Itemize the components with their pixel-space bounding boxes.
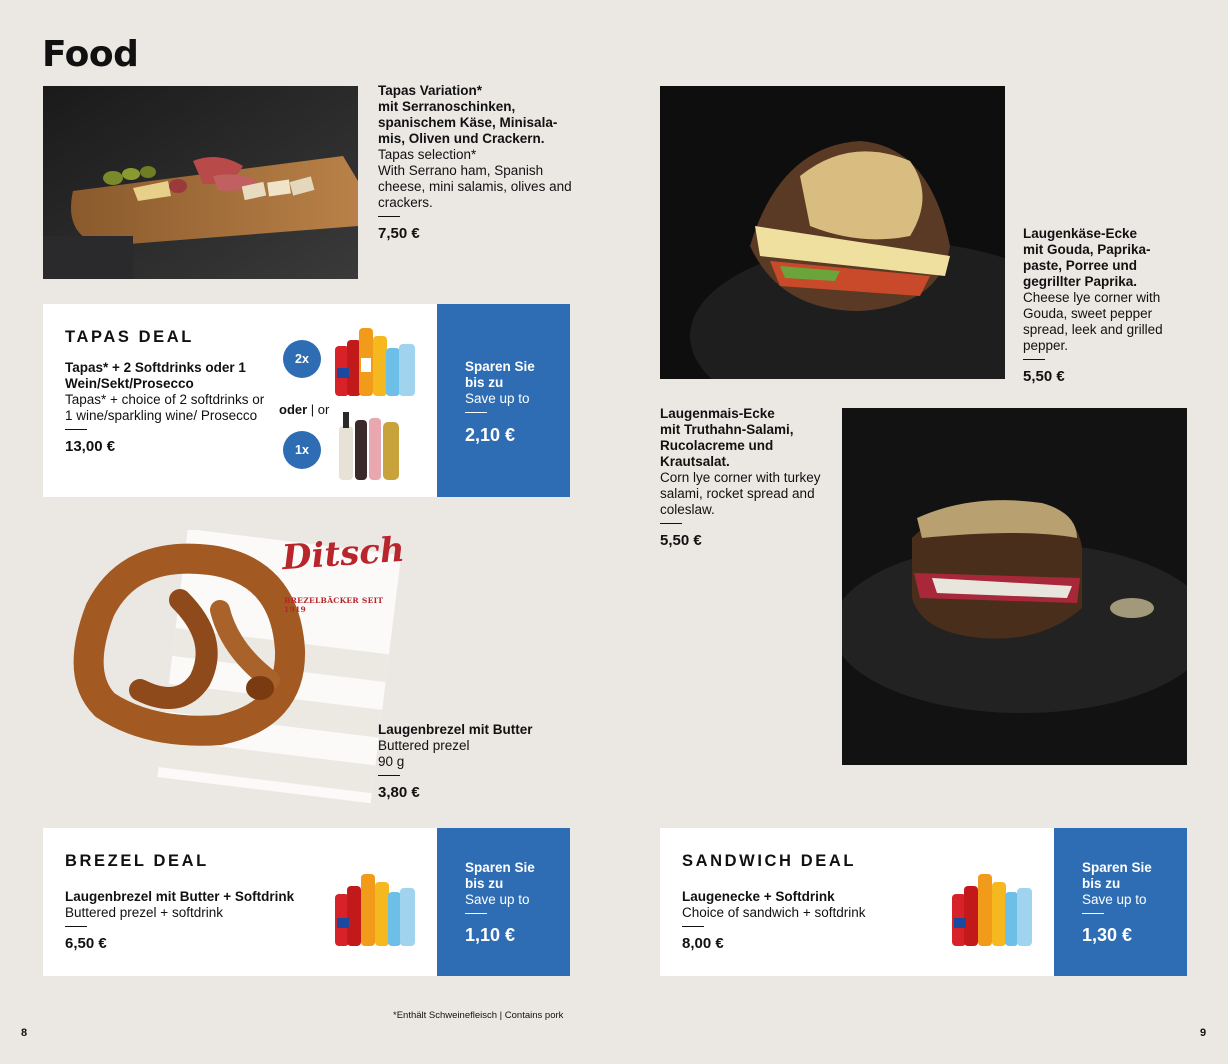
sandwich-deal-title: SANDWICH DEAL [682, 852, 857, 870]
ditsch-logo: Ditsch [280, 529, 406, 579]
badge-2x: 2x [283, 340, 321, 378]
sandwich-deal-card [660, 828, 1187, 976]
save-de-line2: bis zu [465, 876, 504, 891]
brezel-name-de: Laugenbrezel mit Butter [378, 722, 533, 737]
kaese-ecke-price: 5,50 € [1023, 368, 1065, 385]
kaese-ecke-name-de: Laugenkäse-Ecke [1023, 226, 1138, 241]
brezel-description [378, 722, 568, 801]
tapas-name-en: Tapas selection* [378, 147, 477, 162]
brezel-deal-text [65, 889, 335, 952]
page-number-left: 8 [21, 1027, 28, 1039]
divider [65, 926, 87, 927]
sandwich-deal-price: 8,00 € [682, 935, 724, 952]
mais-ecke-desc-en: Corn lye corner with turkey salami, rocket spread and coleslaw. [660, 470, 821, 517]
mais-ecke-price: 5,50 € [660, 532, 702, 549]
tapas-deal-card [43, 304, 570, 497]
tapas-deal-text [65, 360, 270, 455]
savings-text [465, 860, 535, 923]
divider [378, 775, 400, 776]
page-title: Food [42, 34, 139, 75]
tapas-name-de: Tapas Variation* [378, 83, 483, 98]
save-de-line2: bis zu [465, 375, 504, 390]
brezel-deal-savings [437, 828, 570, 976]
divider [1082, 913, 1104, 914]
sandwich-deal-save-amount: 1,30 € [1082, 925, 1133, 945]
divider [660, 523, 682, 524]
divider [65, 429, 87, 430]
divider [682, 926, 704, 927]
divider [1023, 359, 1045, 360]
tapas-deal-price: 13,00 € [65, 438, 116, 455]
sandwich-deal-savings [1054, 828, 1187, 976]
sandwich-deal-text [682, 889, 922, 952]
ditsch-pretzel-image [70, 529, 406, 810]
mais-ecke-photo [842, 408, 1187, 765]
tapas-deal-save-amount: 2,10 € [465, 425, 516, 445]
save-en-line: Save up to [1082, 892, 1147, 907]
brezel-deal-title: BREZEL DEAL [65, 852, 209, 870]
save-en-line: Save up to [465, 892, 530, 907]
ditsch-tagline: BREZELBÄCKER SEIT 1919 [284, 596, 384, 614]
brezel-deal-line-de: Laugenbrezel mit Butter + Softdrink [65, 889, 295, 904]
kaese-ecke-description [1023, 226, 1188, 385]
brezel-deal-line-en: Buttered prezel + softdrink [65, 905, 223, 920]
softdrinks-bottles-image [333, 866, 419, 948]
tapas-description [378, 83, 573, 242]
page-number-right: 9 [1200, 1027, 1207, 1039]
oder-de: oder [279, 402, 308, 417]
softdrinks-bottles-image [950, 866, 1036, 948]
oder-label [279, 402, 329, 417]
mais-ecke-name-de: Laugenmais-Ecke [660, 406, 775, 421]
save-de-line1: Sparen Sie [465, 860, 535, 875]
softdrinks-bottles-image [331, 318, 423, 400]
savings-text [1082, 860, 1152, 923]
kaese-ecke-photo [660, 86, 1005, 379]
tapas-desc-en: With Serrano ham, Spanish cheese, mini salamis, olives and crackers. [378, 163, 572, 210]
tapas-desc-de: mit Serranoschinken, spanischem Käse, Minisala-mis, Oliven und Crackern. [378, 99, 558, 146]
divider [465, 913, 487, 914]
sandwich-deal-line-en: Choice of sandwich + softdrink [682, 905, 866, 920]
tapas-deal-savings [437, 304, 570, 497]
footnote: *Enthält Schweinefleisch | Contains pork [393, 1010, 564, 1021]
divider [465, 412, 487, 413]
tapas-price: 7,50 € [378, 225, 420, 242]
or-en: or [317, 402, 330, 417]
save-de-line1: Sparen Sie [465, 359, 535, 374]
save-de-line1: Sparen Sie [1082, 860, 1152, 875]
badge-1x: 1x [283, 431, 321, 469]
wine-bottles-image [335, 408, 405, 482]
save-en-line: Save up to [465, 391, 530, 406]
savings-text [465, 359, 535, 422]
brezel-deal-save-amount: 1,10 € [465, 925, 516, 945]
brezel-weight: 90 g [378, 754, 405, 769]
kaese-ecke-desc-de: mit Gouda, Paprika-paste, Porree und gegrillter Paprika. [1023, 242, 1151, 289]
brezel-deal-price: 6,50 € [65, 935, 107, 952]
brezel-price: 3,80 € [378, 784, 420, 801]
tapas-photo [43, 86, 358, 279]
save-de-line2: bis zu [1082, 876, 1121, 891]
oder-separator: | [307, 402, 318, 417]
tapas-deal-line-de: Tapas* + 2 Softdrinks oder 1 Wein/Sekt/Prosecco [65, 360, 246, 391]
tapas-deal-line-en: Tapas* + choice of 2 softdrinks or 1 wine/sparkling wine/ Prosecco [65, 392, 265, 423]
brezel-name-en: Buttered prezel [378, 738, 470, 753]
brezel-deal-card [43, 828, 570, 976]
mais-ecke-description [660, 406, 830, 549]
tapas-deal-title: TAPAS DEAL [65, 328, 194, 346]
kaese-ecke-desc-en: Cheese lye corner with Gouda, sweet pepper spread, leek and grilled pepper. [1023, 290, 1163, 353]
sandwich-deal-line-de: Laugenecke + Softdrink [682, 889, 835, 904]
divider [378, 216, 400, 217]
mais-ecke-desc-de: mit Truthahn-Salami, Rucolacreme und Krautsalat. [660, 422, 794, 469]
